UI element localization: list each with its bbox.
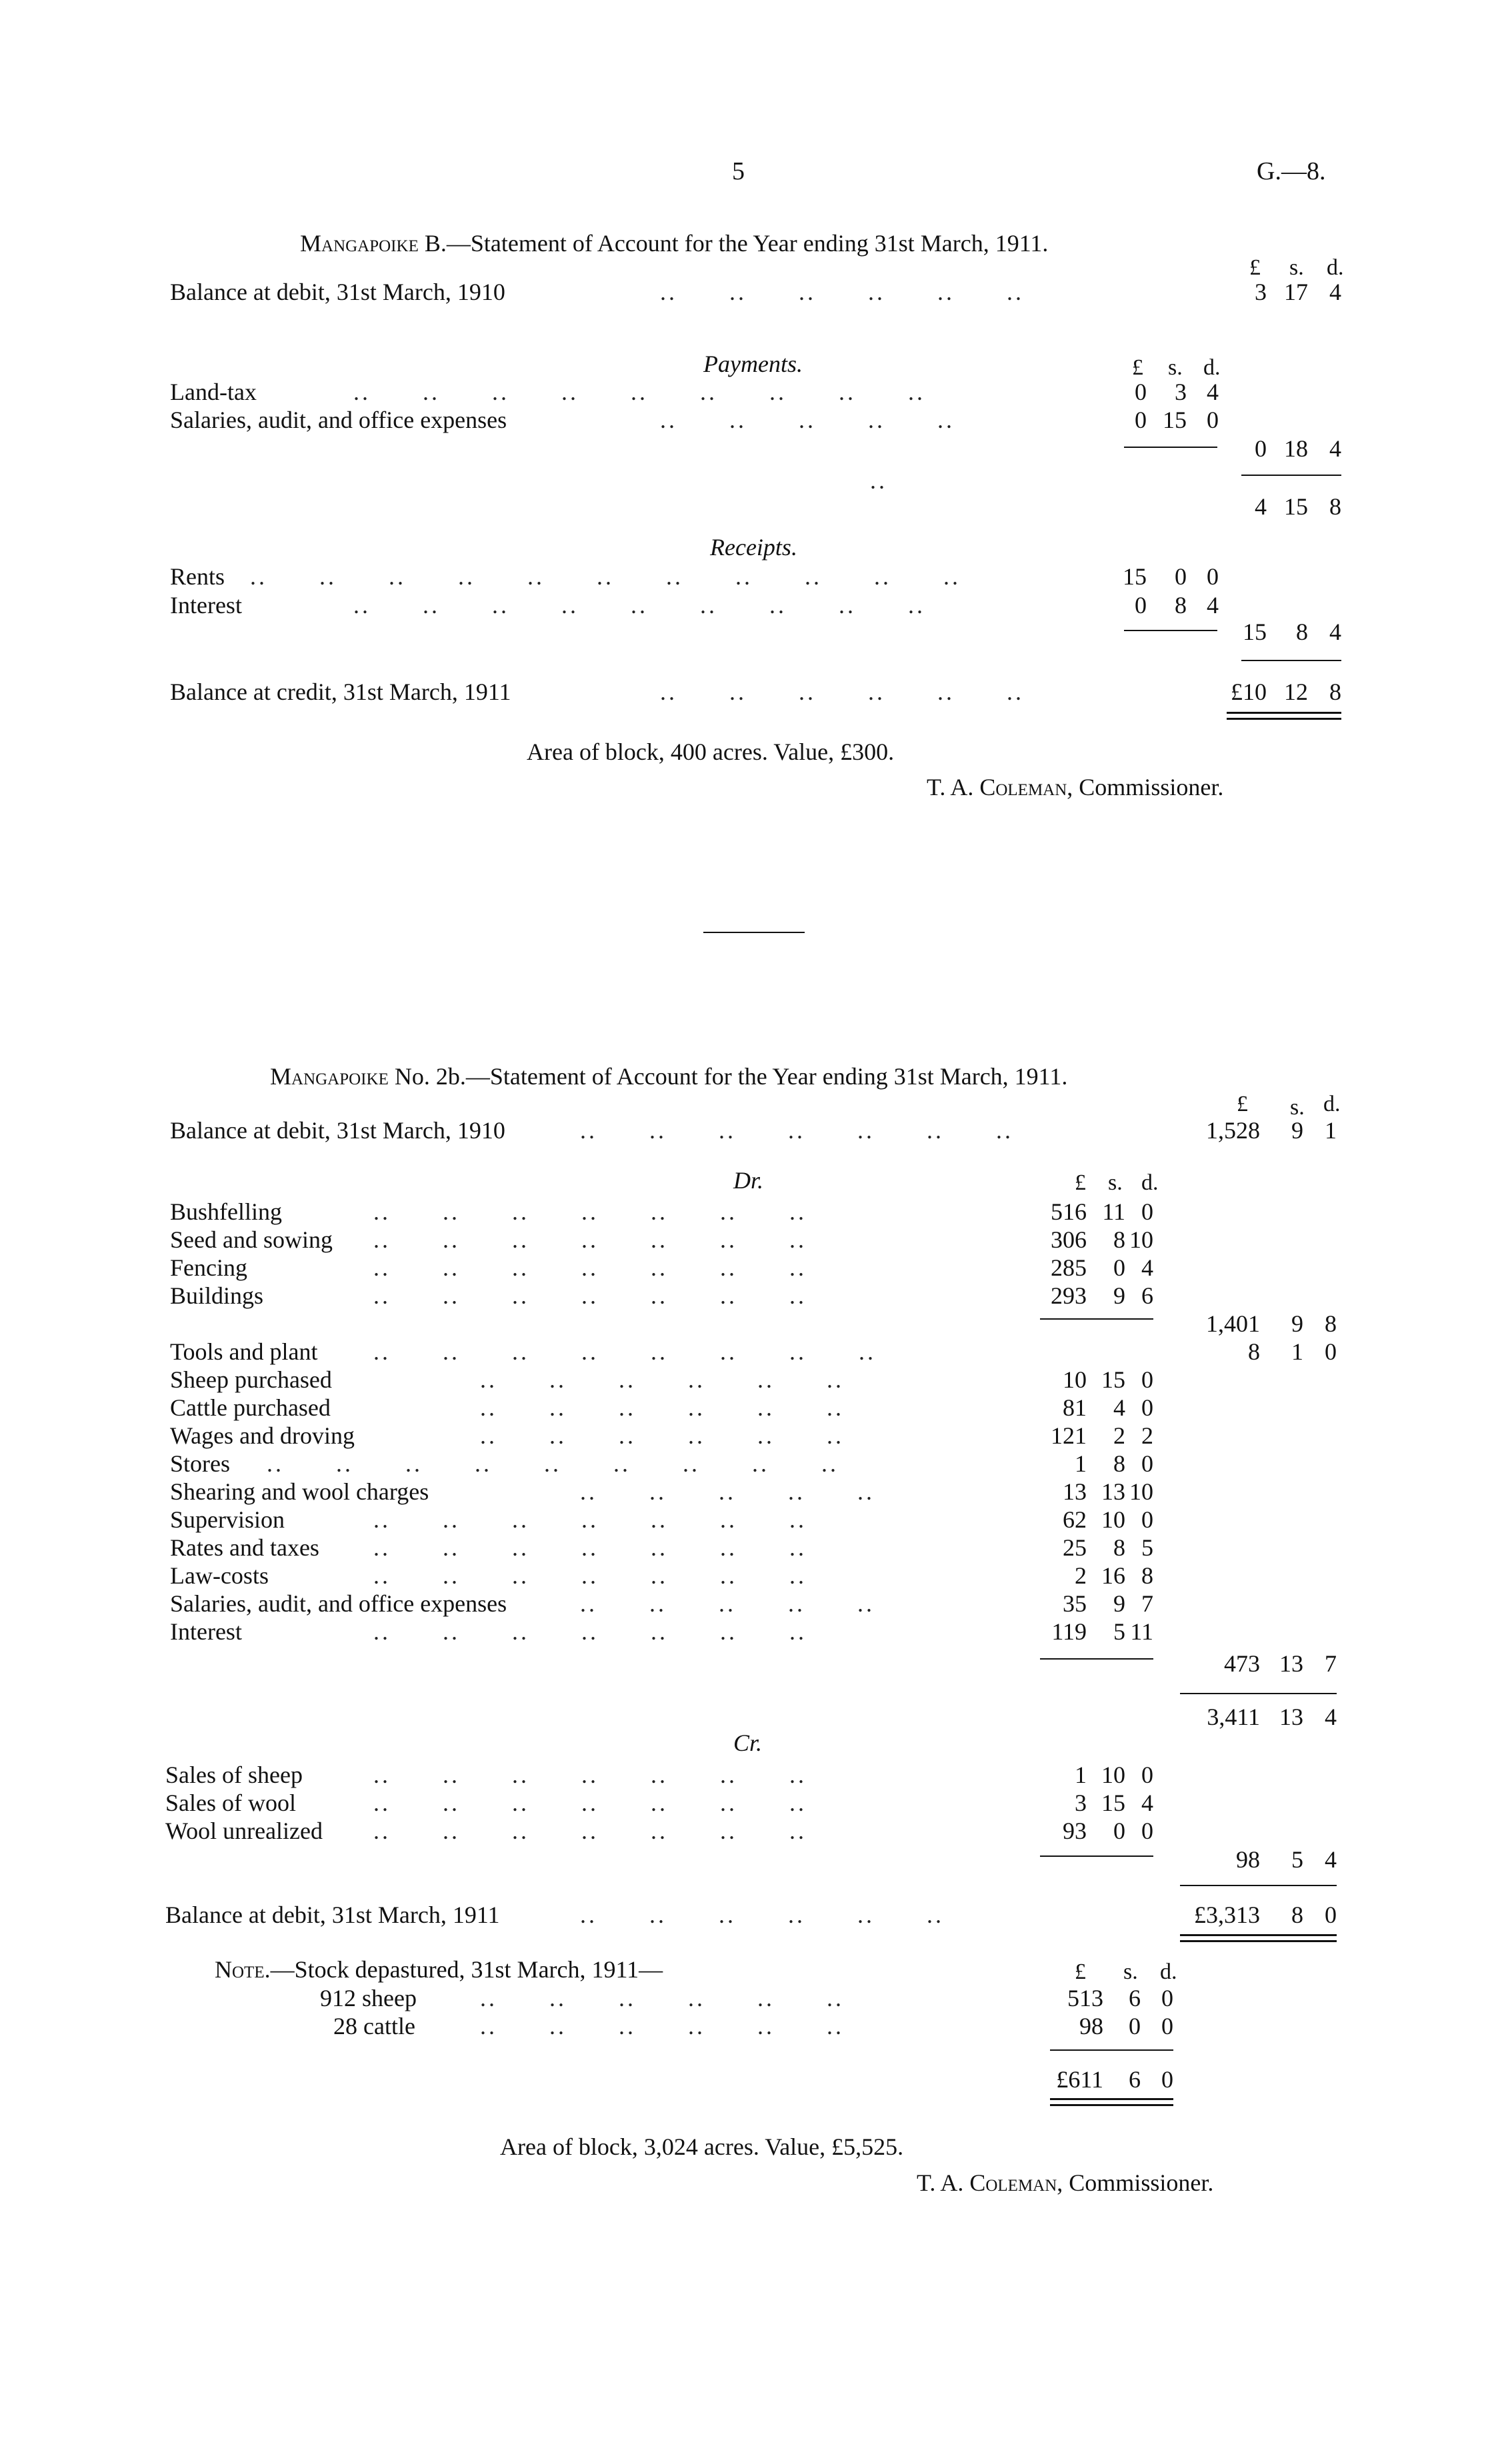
amount-pence: 2 [1141,1422,1153,1449]
amount-pence: 0 [1141,1762,1153,1788]
leader-dots: .. .. .. .. .. .. .. [373,1790,807,1816]
dr-heading: Dr. [733,1167,764,1194]
amount-pounds: 8 [1248,1338,1260,1365]
dr-row-label: Rates and taxes [170,1534,319,1561]
amount-shillings: 8 [1113,1226,1125,1253]
note-row-label: 912 sheep [320,1985,417,2011]
leader-dots: .. .. .. .. .. .. .. .. .. .. .. [250,563,961,590]
dr-row-label: Wages and droving [170,1422,355,1449]
amount-shillings: 13 [1279,1650,1303,1677]
cr-heading: Cr. [733,1730,763,1756]
amount-pence: 0 [1141,1450,1153,1477]
amount-pounds: 121 [1051,1422,1087,1449]
amount-pence: 4 [1325,1846,1337,1873]
amount-pence: 4 [1329,279,1341,305]
col-header-shillings: s. [1168,355,1183,380]
amount-shillings: 0 [1113,1254,1125,1281]
amount-pence: 1 [1325,1117,1337,1144]
dr-row-label: Buildings [170,1282,264,1309]
statement-a-title: Mangapoike B.—Statement of Account for the Year ending 31st March, 1911. [300,230,1049,257]
amount-pence: 4 [1141,1254,1153,1281]
sum-rule [1124,447,1217,448]
sum-rule [1040,1855,1153,1857]
amount-shillings: 8 [1175,592,1187,618]
leader-dots: .. .. .. .. .. .. .. [373,1818,807,1844]
amount-pounds: £611 [1056,2066,1103,2093]
amount-pence: 8 [1329,493,1341,520]
col-header-pence: d. [1160,1959,1177,1984]
amount-pence: 11 [1130,1618,1153,1645]
amount-shillings: 15 [1163,407,1187,433]
amount-shillings: 4 [1113,1394,1125,1421]
amount-pounds: £3,313 [1194,1901,1260,1928]
amount-pounds: 98 [1236,1846,1260,1873]
dr-row-label: Stores [170,1450,230,1477]
sum-rule [1040,1318,1153,1320]
dr-row-label: Law-costs [170,1562,269,1589]
amount-pence: 5 [1141,1534,1153,1561]
receipt-row-label: Interest [170,592,242,618]
amount-shillings: 0 [1113,1818,1125,1844]
section-divider [703,932,805,933]
cr-row-label: Wool unrealized [165,1818,323,1844]
leader-dots: .. .. .. .. .. .. .. [373,1762,807,1788]
leader-dots: .. .. .. .. .. .. .. [373,1254,807,1281]
col-header-shillings: s. [1123,1959,1138,1984]
amount-pence: 4 [1141,1790,1153,1816]
leader-dots: .. .. .. .. .. .. .. [373,1618,807,1645]
amount-pence: 0 [1141,1366,1153,1393]
sum-rule [1180,1693,1337,1694]
amount-pounds: 1 [1075,1450,1087,1477]
amount-shillings: 5 [1291,1846,1303,1873]
amount-shillings: 8 [1291,1901,1303,1928]
dr-row-label: Salaries, audit, and office expenses [170,1590,507,1617]
amount-pounds: 473 [1224,1650,1260,1677]
dr-row-label: Fencing [170,1254,247,1281]
amount-pounds: 25 [1063,1534,1087,1561]
receipts-heading: Receipts. [710,534,797,561]
amount-pence: 10 [1129,1226,1153,1253]
amount-shillings: 9 [1113,1282,1125,1309]
amount-pounds: 15 [1123,563,1147,590]
leader-dots: .. .. .. .. .. .. .. [373,1506,807,1533]
sum-rule [1050,2049,1173,2051]
amount-pounds: 0 [1135,592,1147,618]
opening-balance-label: Balance at debit, 31st March, 1910 [170,1117,505,1144]
amount-pence: 0 [1161,2066,1173,2093]
amount-pounds: 119 [1051,1618,1087,1645]
amount-pence: 4 [1207,592,1219,618]
amount-pence: 4 [1329,618,1341,645]
amount-pence: 0 [1141,1198,1153,1225]
signature: T. A. Coleman, Commissioner. [927,774,1224,800]
amount-pounds: 3 [1075,1790,1087,1816]
amount-pounds: 3,411 [1207,1704,1260,1730]
amount-shillings: 18 [1284,435,1308,462]
statement-b-title: Mangapoike No. 2b.—Statement of Account for the Year ending 31st March, 1911. [270,1063,1068,1090]
dr-row-label: Tools and plant [170,1338,318,1365]
amount-shillings: 8 [1113,1450,1125,1477]
amount-pounds: 15 [1243,618,1267,645]
col-header-pound: £ [1132,355,1143,380]
amount-pence: 4 [1325,1704,1337,1730]
amount-shillings: 8 [1296,618,1308,645]
leader-dots: .. .. .. .. .. .. .. [373,1562,807,1589]
receipt-row-label: Rents [170,563,225,590]
leader-dots: .. [870,467,887,494]
leader-dots: .. .. .. .. .. .. [660,678,1024,705]
amount-pounds: 0 [1255,435,1267,462]
leader-dots: .. .. .. .. .. .. .. [373,1226,807,1253]
leader-dots: .. .. .. .. .. .. [480,2013,844,2039]
amount-pounds: 98 [1079,2013,1103,2039]
sum-rule [1040,1658,1153,1660]
amount-pence: 7 [1325,1650,1337,1677]
sum-rule [1241,660,1341,661]
amount-pounds: 81 [1063,1394,1087,1421]
col-header-shillings: s. [1290,1095,1305,1120]
col-header-pound: £ [1237,1092,1248,1116]
amount-pence: 0 [1161,1985,1173,2011]
amount-shillings: 11 [1102,1198,1125,1225]
amount-pounds: 516 [1051,1198,1087,1225]
amount-pounds: 62 [1063,1506,1087,1533]
amount-shillings: 12 [1284,678,1308,705]
amount-pounds: 285 [1051,1254,1087,1281]
leader-dots: .. .. .. .. .. .. .. [580,1117,1013,1144]
amount-shillings: 9 [1291,1310,1303,1337]
dr-row-label: Supervision [170,1506,285,1533]
amount-pounds: 293 [1051,1282,1087,1309]
amount-pence: 7 [1141,1590,1153,1617]
leader-dots: .. .. .. .. .. .. [480,1394,844,1421]
opening-balance-label: Balance at debit, 31st March, 1910 [170,279,505,305]
dr-row-label: Interest [170,1618,242,1645]
leader-dots: .. .. .. .. .. [580,1590,875,1617]
amount-shillings: 10 [1101,1762,1125,1788]
leader-dots: .. .. .. .. .. .. .. .. .. [267,1450,839,1477]
page-number: 5 [732,157,745,185]
dr-row-label: Bushfelling [170,1198,282,1225]
col-header-pence: d. [1323,1092,1341,1116]
sum-rule [1180,1885,1337,1886]
leader-dots: .. .. .. .. .. .. [480,1985,844,2011]
col-header-shillings: s. [1108,1170,1123,1195]
dr-row-label: Cattle purchased [170,1394,331,1421]
sum-rule [1241,475,1341,476]
amount-pounds: 513 [1067,1985,1103,2011]
amount-shillings: 13 [1101,1478,1125,1505]
amount-pounds: 0 [1135,379,1147,405]
amount-pounds: 306 [1051,1226,1087,1253]
payment-row-label: Land-tax [170,379,257,405]
note-row-label: 28 cattle [333,2013,415,2039]
leader-dots: .. .. .. .. .. .. [580,1901,944,1928]
col-header-pound: £ [1249,255,1261,280]
col-header-pence: d. [1141,1170,1159,1195]
amount-pence: 8 [1325,1310,1337,1337]
amount-shillings: 9 [1113,1590,1125,1617]
document-reference: G.—8. [1257,157,1326,185]
amount-shillings: 10 [1101,1506,1125,1533]
amount-shillings: 9 [1291,1117,1303,1144]
amount-pence: 4 [1329,435,1341,462]
amount-pence: 0 [1141,1394,1153,1421]
area-line: Area of block, 3,024 acres. Value, £5,525. [500,2133,904,2160]
amount-pence: 8 [1329,678,1341,705]
amount-shillings: 6 [1129,2066,1141,2093]
amount-shillings: 8 [1113,1534,1125,1561]
cr-row-label: Sales of sheep [165,1762,303,1788]
amount-pounds: 1,528 [1206,1117,1260,1144]
signature: T. A. Coleman, Commissioner. [917,2169,1214,2196]
amount-pence: 0 [1141,1818,1153,1844]
closing-balance-label: Balance at debit, 31st March, 1911 [165,1901,500,1928]
amount-pence: 0 [1325,1901,1337,1928]
cr-row-label: Sales of wool [165,1790,296,1816]
double-rule [1227,712,1341,720]
col-header-pence: d. [1327,255,1344,280]
amount-shillings: 0 [1175,563,1187,590]
amount-pounds: 4 [1255,493,1267,520]
leader-dots: .. .. .. .. .. .. .. [373,1282,807,1309]
dr-row-label: Seed and sowing [170,1226,333,1253]
amount-pounds: 2 [1075,1562,1087,1589]
amount-pence: 4 [1207,379,1219,405]
payments-heading: Payments. [703,351,803,377]
amount-pence: 10 [1129,1478,1153,1505]
leader-dots: .. .. .. .. .. .. .. [373,1534,807,1561]
amount-pence: 0 [1161,2013,1173,2039]
amount-shillings: 15 [1101,1790,1125,1816]
leader-dots: .. .. .. .. .. [660,407,955,433]
amount-shillings: 16 [1101,1562,1125,1589]
amount-shillings: 5 [1113,1618,1125,1645]
col-header-pound: £ [1075,1959,1086,1984]
amount-shillings: 17 [1284,279,1308,305]
amount-pence: 8 [1141,1562,1153,1589]
amount-shillings: 6 [1129,1985,1141,2011]
payment-row-label: Salaries, audit, and office expenses [170,407,507,433]
dr-row-label: Sheep purchased [170,1366,332,1393]
amount-pounds: 13 [1063,1478,1087,1505]
amount-shillings: 13 [1279,1704,1303,1730]
amount-shillings: 15 [1101,1366,1125,1393]
leader-dots: .. .. .. .. .. .. [660,279,1024,305]
area-line: Area of block, 400 acres. Value, £300. [527,738,895,765]
leader-dots: .. .. .. .. .. .. [480,1422,844,1449]
amount-shillings: 0 [1129,2013,1141,2039]
dr-row-label: Shearing and wool charges [170,1478,429,1505]
sum-rule [1124,630,1217,631]
amount-shillings: 1 [1291,1338,1303,1365]
leader-dots: .. .. .. .. .. .. [480,1366,844,1393]
col-header-pound: £ [1075,1170,1086,1195]
closing-balance-label: Balance at credit, 31st March, 1911 [170,678,511,705]
amount-pounds: £10 [1231,678,1267,705]
amount-pounds: 0 [1135,407,1147,433]
amount-pence: 0 [1207,407,1219,433]
amount-shillings: 3 [1175,379,1187,405]
double-rule [1180,1934,1337,1942]
col-header-shillings: s. [1289,255,1304,280]
amount-pence: 0 [1141,1506,1153,1533]
leader-dots: .. .. .. .. .. .. .. .. .. [353,379,925,405]
leader-dots: .. .. .. .. .. .. .. .. [373,1338,876,1365]
col-header-pence: d. [1203,355,1221,380]
amount-pounds: 93 [1063,1818,1087,1844]
note-heading: Note.—Stock depastured, 31st March, 1911— [215,1956,663,1983]
double-rule [1050,2098,1173,2106]
amount-shillings: 2 [1113,1422,1125,1449]
amount-pence: 6 [1141,1282,1153,1309]
amount-pence: 0 [1207,563,1219,590]
amount-pounds: 10 [1063,1366,1087,1393]
amount-shillings: 15 [1284,493,1308,520]
leader-dots: .. .. .. .. .. .. .. [373,1198,807,1225]
leader-dots: .. .. .. .. .. [580,1478,875,1505]
amount-pence: 0 [1325,1338,1337,1365]
amount-pounds: 1,401 [1206,1310,1260,1337]
amount-pounds: 3 [1255,279,1267,305]
leader-dots: .. .. .. .. .. .. .. .. .. [353,592,925,618]
amount-pounds: 1 [1075,1762,1087,1788]
amount-pounds: 35 [1063,1590,1087,1617]
